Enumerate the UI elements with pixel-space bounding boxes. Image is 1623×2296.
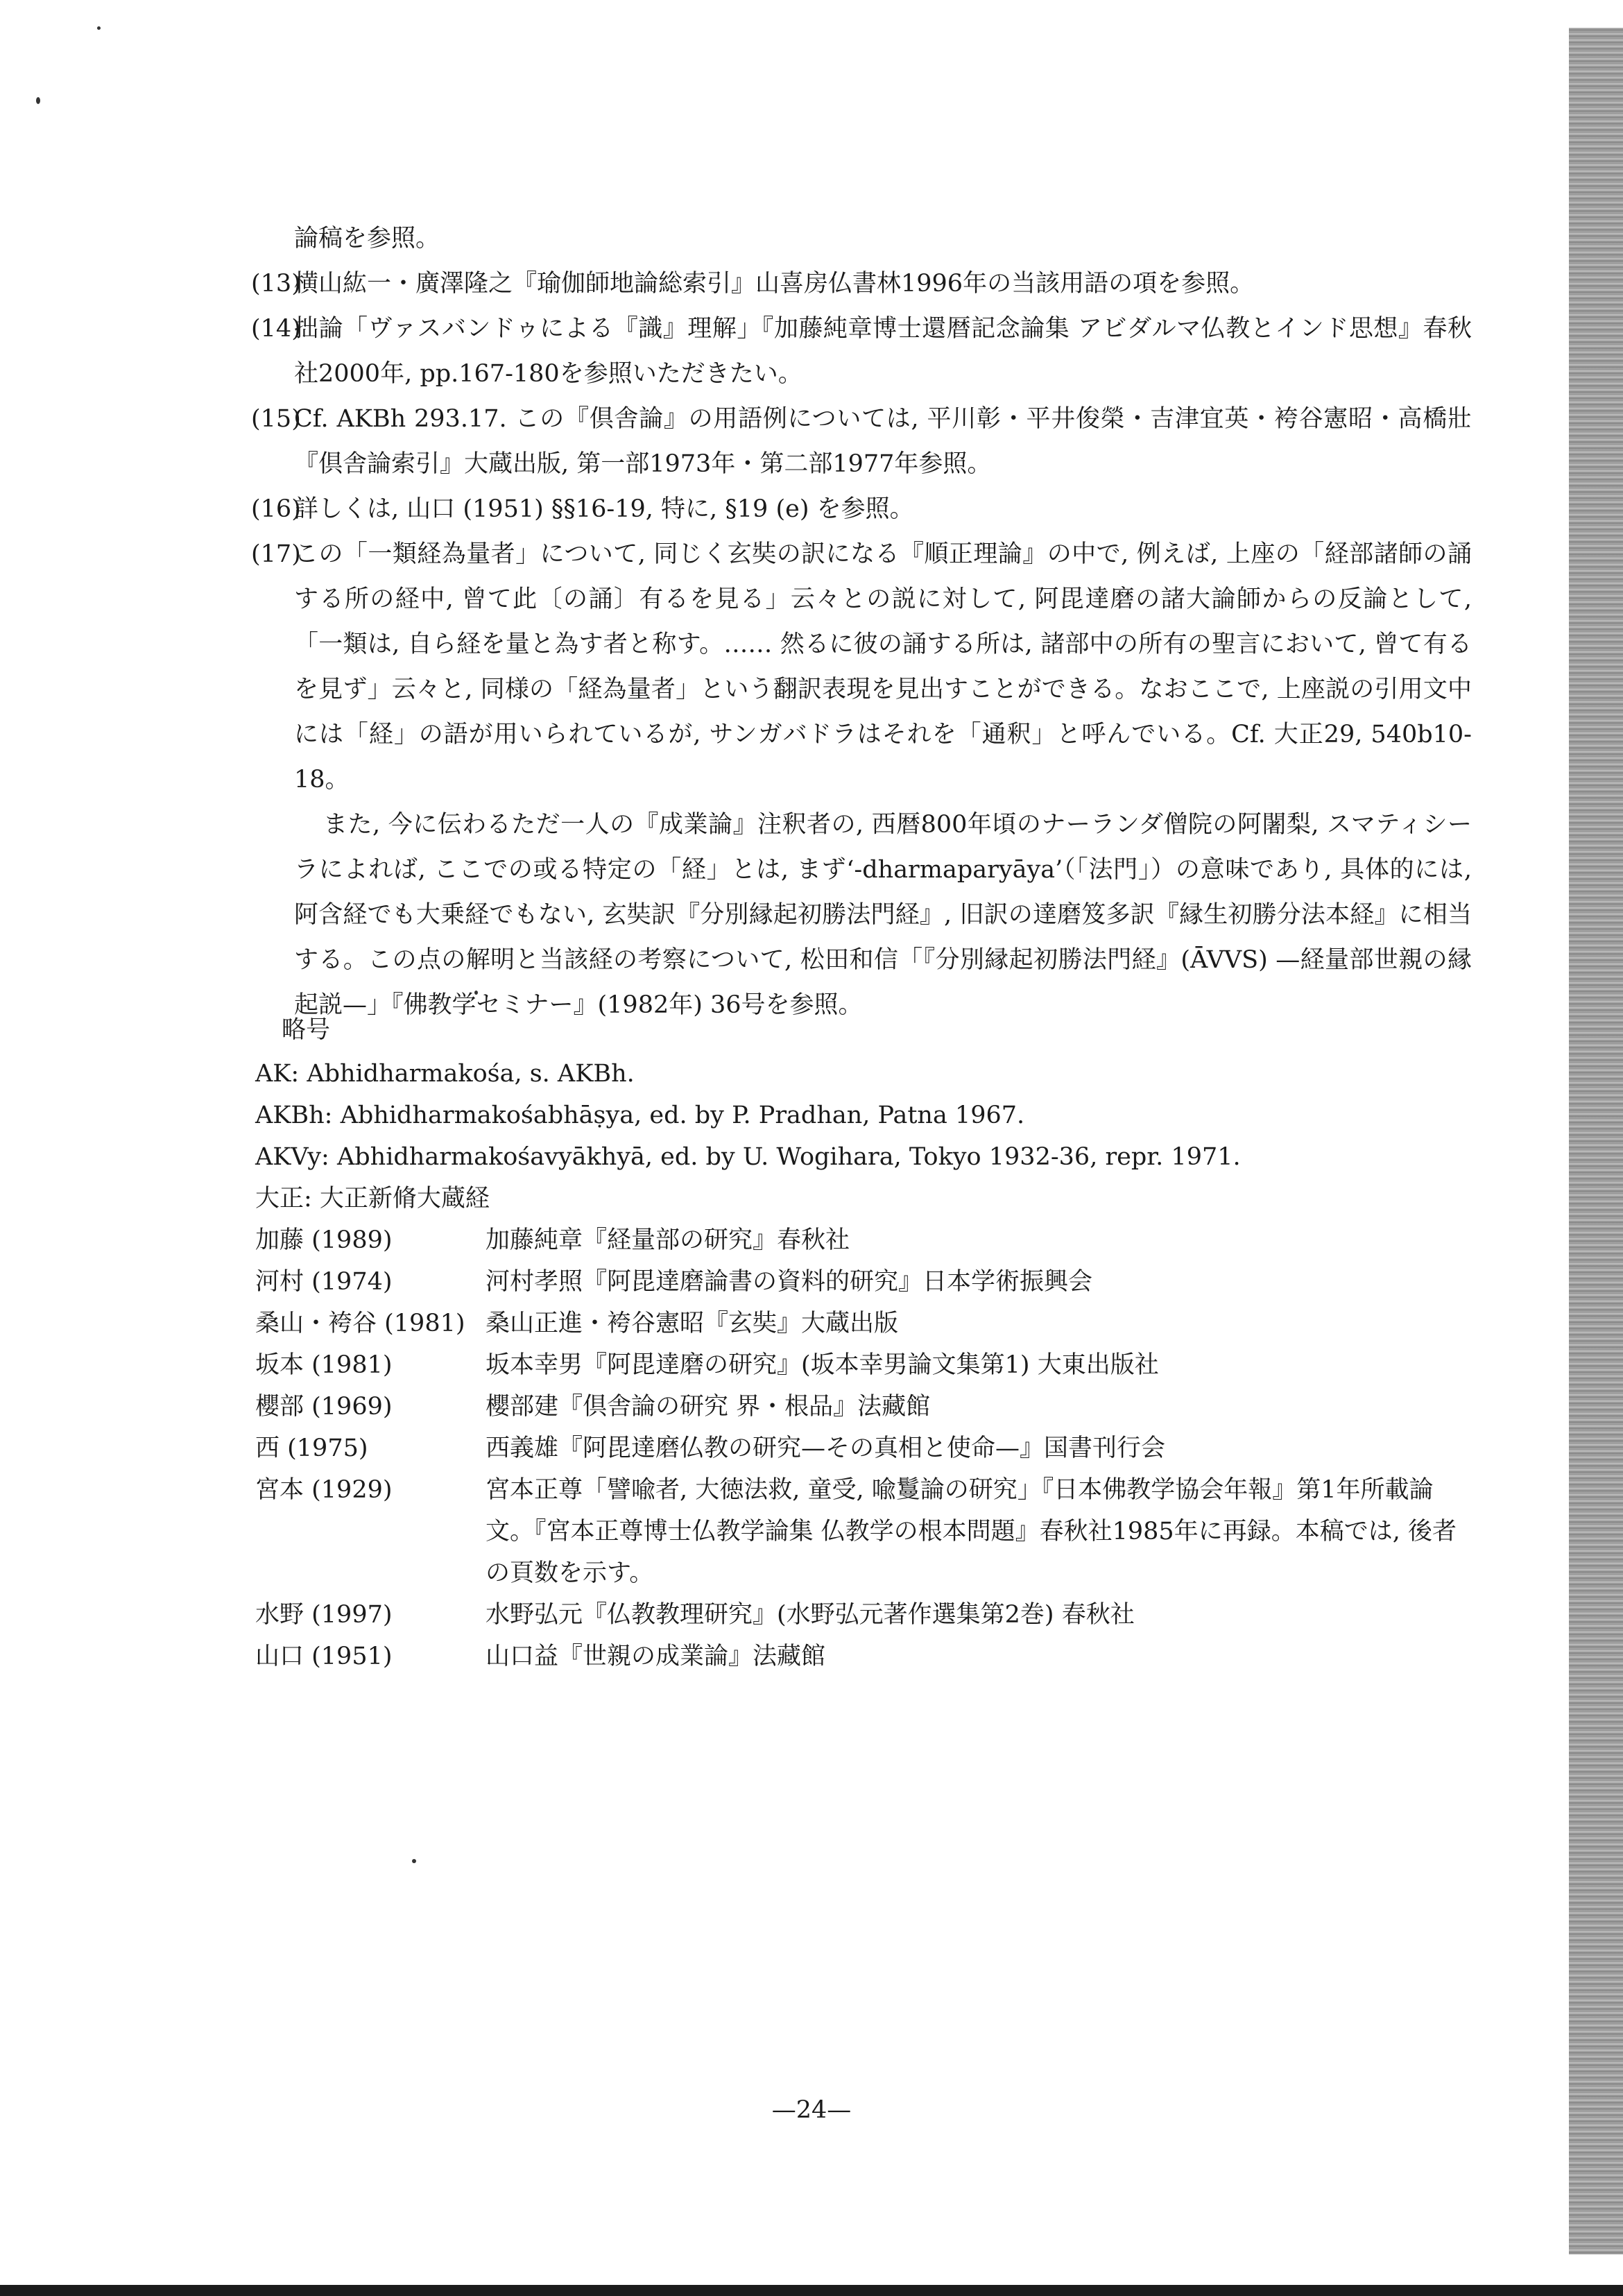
- footnote-text: 論稿を参照。: [294, 225, 440, 252]
- abbreviation-value: 坂本幸男『阿毘達磨の研究』(坂本幸男論文集第1) 大東出版社: [486, 1351, 1159, 1379]
- footnote-number: (17): [251, 540, 301, 568]
- abbreviation-line: AKBh: Abhidharmakośabhāṣya, ed. by P. Pradhan, Patna 1967.: [255, 1102, 1025, 1129]
- footnote-text: 拙論「ヴァスバンドゥによる『識』理解」『加藤純章博士還暦記念論集 アビダルマ仏教とインド思想』春秋社2000年, pp.167-180を参照いただきたい。: [294, 315, 1472, 388]
- abbreviations-heading: 略号: [282, 1016, 331, 1044]
- abbreviation-key: 坂本 (1981): [255, 1351, 393, 1379]
- abbreviation-value: 西義雄『阿毘達磨仏教の研究—その真相と使命—』国書刊行会: [486, 1434, 1166, 1462]
- footnote-13: [251, 262, 1472, 307]
- abbreviations-list: [255, 1053, 1476, 1677]
- abbreviation-entry: [255, 1469, 1476, 1594]
- scan-speck: [412, 1859, 416, 1863]
- footnote-text: 詳しくは, 山口 (1951) §§16-19, 特に, §19 (e) を参照。: [294, 495, 914, 523]
- footnote-15: [251, 397, 1472, 487]
- abbreviation-entry: [255, 1594, 1476, 1636]
- footnote-14: [251, 307, 1472, 397]
- abbreviation-value: 宮本正尊「譬喩者, 大徳法救, 童受, 喩鬘論の研究」『日本佛教学協会年報』第1年所載論文。『宮本正尊博士仏教学論集 仏教学の根本問題』春秋社1985年に再録。本稿では, 後者の頁数を示す。: [486, 1476, 1457, 1587]
- abbreviation-entry: [255, 1219, 1476, 1261]
- abbreviation-entry: [255, 1636, 1476, 1677]
- abbreviation-key: 河村 (1974): [255, 1268, 393, 1296]
- abbreviation-key: 山口 (1951): [255, 1643, 393, 1670]
- abbreviation-value: 山口益『世親の成業論』法藏館: [486, 1643, 826, 1670]
- abbreviation-value: 櫻部建『倶舎論の研究 界・根品』法藏館: [486, 1393, 931, 1421]
- page-number: —24—: [771, 2096, 852, 2124]
- abbreviation-entry: [255, 1344, 1476, 1386]
- abbreviation-value: 桑山正進・袴谷憲昭『玄奘』大蔵出版: [486, 1310, 899, 1337]
- footnote-17-paragraph: また, 今に伝わるただ一人の『成業論』注釈者の, 西暦800年頃のナーランダ僧院の阿闍梨, スマティシーラによれば, ここでの或る特定の「経」とは, まず‘-dharmaparyāya’（「法門」）の意味であり, 具体的には, 阿含経でも大乗経でもない, 玄奘訳『分別縁起初勝法門経』, 旧訳の達磨笈多訳『縁生初勝分法本経』に相当する。この点の解明と当該経の考察について, 松田和信「『分別縁起初勝法門経』(ĀVVS) —経量部世親の縁起説—」『佛教学セミナー』(1982年) 36号を参照。: [294, 811, 1472, 1019]
- abbreviation-line: 大正: 大正新脩大蔵経: [255, 1185, 490, 1213]
- abbreviation-entry: [255, 1386, 1476, 1428]
- abbreviation-value: 水野弘元『仏教教理研究』(水野弘元著作選集第2巻) 春秋社: [486, 1601, 1135, 1629]
- abbreviation-key: 櫻部 (1969): [255, 1393, 393, 1421]
- scan-speck: [36, 97, 40, 104]
- abbreviation-entry: [255, 1428, 1476, 1469]
- abbreviation-key: 宮本 (1929): [255, 1476, 393, 1504]
- scan-speck: [97, 26, 101, 30]
- abbreviation-value: 河村孝照『阿毘達磨論書の資料的研究』日本学術振興会: [486, 1268, 1093, 1296]
- scan-bottom-border: [0, 2285, 1623, 2296]
- footnote-number: (15): [251, 405, 301, 433]
- footnote-number: (13): [251, 270, 301, 298]
- abbreviation-value: 加藤純章『経量部の研究』春秋社: [486, 1226, 850, 1254]
- abbreviation-key: 桑山・袴谷 (1981): [255, 1310, 465, 1337]
- footnote-text: 横山紘一・廣澤隆之『瑜伽師地論総索引』山喜房仏書林1996年の当該用語の項を参照。: [294, 270, 1255, 298]
- abbreviation-line: AK: Abhidharmakośa, s. AKBh.: [255, 1060, 635, 1088]
- abbreviation-key: 西 (1975): [255, 1434, 368, 1462]
- footnote-number: (14): [251, 315, 301, 343]
- abbreviation-key: 加藤 (1989): [255, 1226, 393, 1254]
- footnotes: [251, 216, 1472, 1028]
- footnote-continuation: [251, 216, 1472, 262]
- abbreviation-line: AKVy: Abhidharmakośavyākhyā, ed. by U. Wogihara, Tokyo 1932-36, repr. 1971.: [255, 1143, 1241, 1171]
- footnote-text: Cf. AKBh 293.17. この『倶舎論』の用語例については, 平川彰・平井俊榮・吉津宜英・袴谷憲昭・高橋壯『倶舎論索引』大蔵出版, 第一部1973年・第二部1977年参照。: [294, 405, 1472, 478]
- footnote-17: [251, 532, 1472, 803]
- footnote-number: [251, 216, 294, 262]
- footnote-text: この「一類経為量者」について, 同じく玄奘の訳になる『順正理論』の中で, 例えば, 上座の「経部諸師の誦する所の経中, 曾て此〔の誦〕有るを見る」云々との説に対して, 阿毘達磨の諸大論師からの反論として,「一類は, 自ら経を量と為す者と称す。…… 然るに彼の誦する所は, 諸部中の所有の聖言において, 曾て有るを見ず」云々と, 同様の「経為量者」という翻訳表現を見出すことができる。なおここで, 上座説の引用文中には「経」の語が用いられているが, サンガバドラはそれを「通釈」と呼んでいる。Cf. 大正29, 540b10-18。: [294, 540, 1472, 794]
- abbreviation-entry: [255, 1303, 1476, 1344]
- footnote-number: (16): [251, 495, 301, 523]
- abbreviation-key: 水野 (1997): [255, 1601, 393, 1629]
- scan-edge-shadow: [1569, 28, 1623, 2254]
- abbreviation-entry: [255, 1261, 1476, 1303]
- footnote-16: [251, 487, 1472, 532]
